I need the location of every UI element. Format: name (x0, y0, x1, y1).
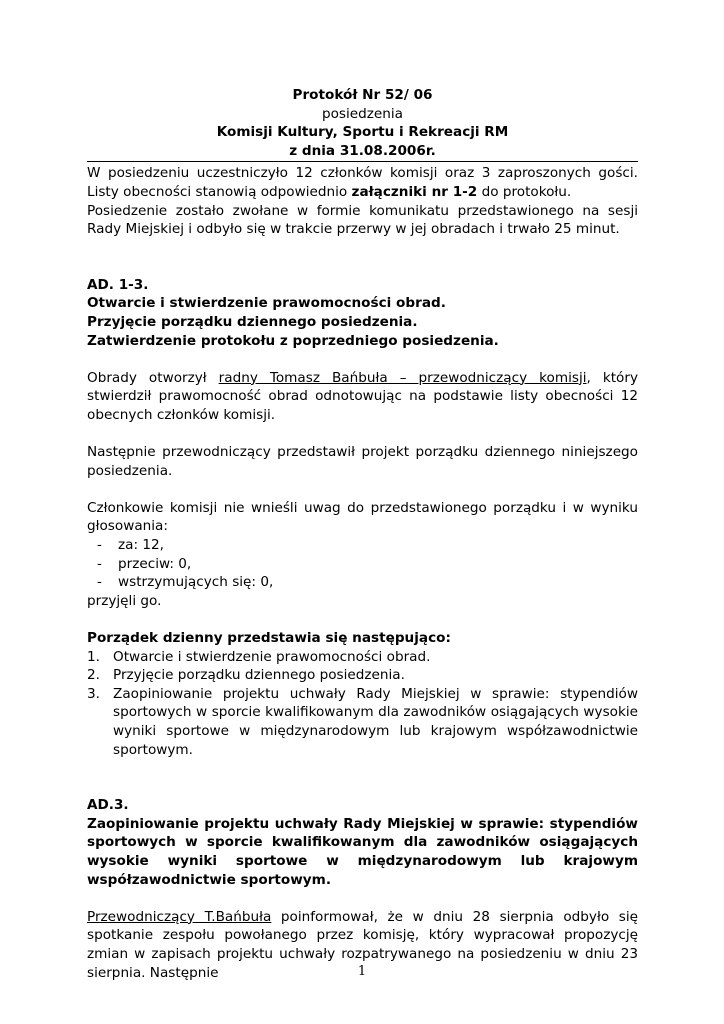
document-page (87, 86, 638, 982)
chairman-name: radny Tomasz Bańbuła – przewodniczący komisji (218, 369, 587, 386)
attachments-ref: załączniki nr 1-2 (351, 183, 478, 200)
chairman-reference: Przewodniczący T.Bańbuła (87, 908, 272, 925)
agenda-item (87, 666, 638, 685)
intro-text: W posiedzeniu uczestniczyło 12 członków komisji oraz 3 zaproszonych gości. Listy obecności stanowią odpowiednio (87, 165, 638, 200)
ad1-paragraph-3: Członkowie komisji nie wnieśli uwag do przedstawionego porządku i w wyniku głosowania: (87, 499, 638, 535)
agenda-item-number: 3. (87, 685, 100, 702)
ad1-topic-1: Otwarcie i stwierdzenie prawomocności obrad. (87, 295, 446, 312)
vote-for: - za: 12, (87, 536, 638, 555)
ad1-paragraph-4: przyjęli go. (87, 592, 162, 609)
header-divider (87, 161, 638, 162)
page-number: 1 (357, 964, 367, 979)
document-header (87, 86, 638, 160)
vote-against: - przeciw: 0, (87, 555, 638, 574)
agenda-item-text: Zaopiniowanie projektu uchwały Rady Miejskiej w sprawie: stypendiów sportowych w sporcie kwalifikowanym dla zawodników osiągających wysokie wyniki sportowe w międzynarodowym lub krajowym współzawodnictwie sportowym. (113, 685, 638, 758)
ad1-heading: AD. 1-3. (87, 276, 149, 293)
intro-paragraph-2: Posiedzenie zostało zwołane w formie komunikatu przedstawionego na sesji Rady Miejskiej i odbyło się w trakcie przerwy w jej obradach i trwało 25 minut. (87, 202, 638, 238)
ad1-paragraph-1 (87, 369, 638, 425)
ad3-heading: AD.3. (87, 797, 129, 814)
protocol-subtitle: posiedzenia (321, 105, 404, 122)
ad1-text: Obrady otworzył (87, 369, 219, 386)
meeting-date: z dnia 31.08.2006r. (289, 142, 436, 159)
ad1-topic-2: Przyjęcie porządku dziennego posiedzenia. (87, 313, 418, 330)
agenda-item-number: 2. (87, 667, 100, 684)
vote-results (87, 536, 638, 592)
vote-abstain: - wstrzymujących się: 0, (87, 573, 638, 592)
ad3-text: poinformował, że w dniu 28 sierpnia odbyło się spotkanie zespołu powołanego przez komisję, który wypracował propozycję zmian w zapisach projektu uchwały rozpatrywanego na posiedzeniu w dniu 23 sierpnia. Następnie (87, 908, 638, 981)
intro-text-end: do protokołu. (477, 183, 572, 200)
agenda-item-number: 1. (87, 648, 100, 665)
agenda-item-text: Otwarcie i stwierdzenie prawomocności obrad. (113, 648, 431, 665)
agenda-item-text: Przyjęcie porządku dziennego posiedzenia. (113, 667, 405, 684)
agenda-heading: Porządek dzienny przedstawia się następująco: (87, 630, 451, 647)
committee-name: Komisji Kultury, Sportu i Rekreacji RM (216, 124, 509, 141)
protocol-number: Protokół Nr 52/ 06 (292, 87, 433, 103)
ad1-text-end: , który stwierdził prawomocność obrad odnotowując na podstawie listy obecności 12 obecnych członków komisji. (87, 369, 638, 423)
agenda-item (87, 648, 638, 667)
ad1-topic-3: Zatwierdzenie protokołu z poprzedniego posiedzenia. (87, 332, 499, 349)
agenda-item (87, 685, 638, 759)
ad1-paragraph-2: Następnie przewodniczący przedstawił projekt porządku dziennego niniejszego posiedzenia. (87, 444, 638, 479)
ad3-title: Zaopiniowanie projektu uchwały Rady Miejskiej w sprawie: stypendiów sportowych w sporcie kwalifikowanym dla zawodników osiągających wysokie wyniki sportowe w międzynarodowym lub krajowym współzawodnictwie sportowym. (87, 815, 638, 888)
agenda-list (87, 648, 638, 760)
intro-paragraph-1 (87, 164, 638, 201)
